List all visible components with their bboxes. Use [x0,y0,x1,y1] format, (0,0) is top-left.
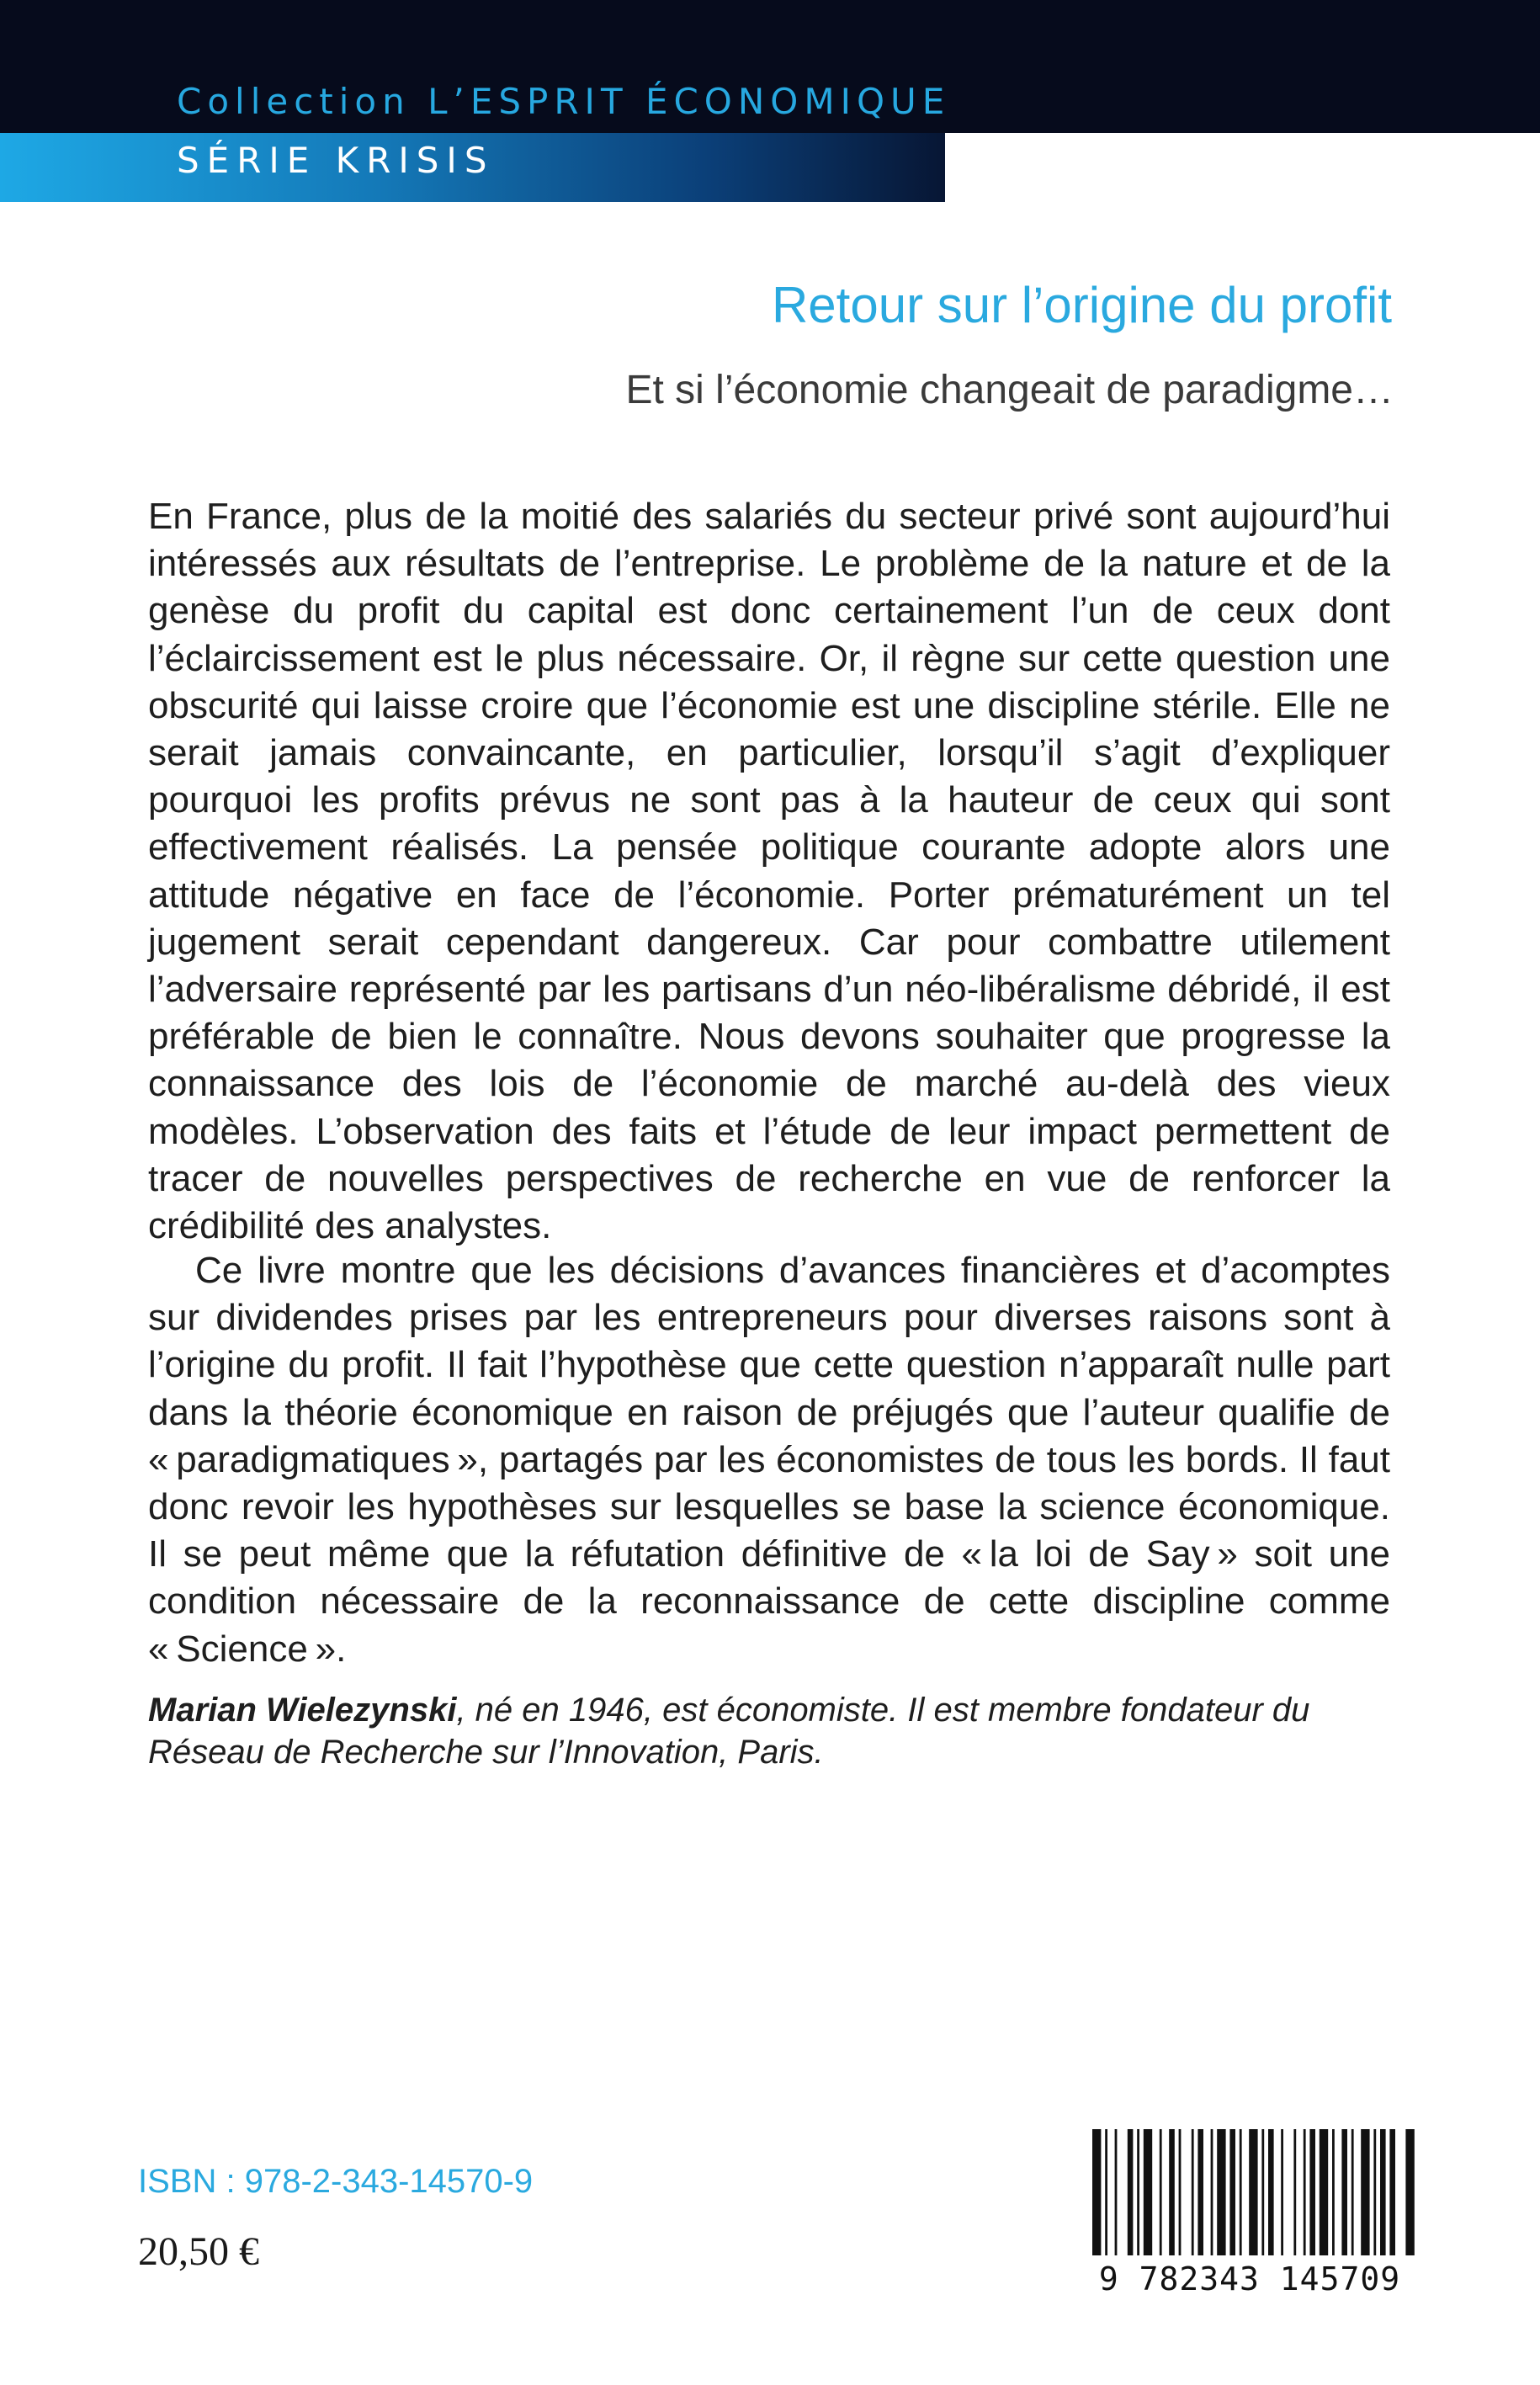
barcode-bar [1373,2129,1376,2255]
barcode-bar [1268,2129,1274,2255]
barcode-bar [1293,2129,1296,2255]
barcode [1081,2129,1419,2306]
barcode-bar [1115,2129,1118,2255]
barcode-digits: 9 782343 145709 [1098,2260,1401,2297]
price: 20,50 € [138,2229,259,2274]
barcode-bar [1332,2129,1335,2255]
barcode-bar [1320,2129,1328,2255]
barcode-bar [1192,2129,1194,2255]
barcode-bar [1137,2129,1139,2255]
book-subtitle: Et si l’économie changeait de paradigme… [625,368,1394,412]
barcode-bar [1281,2129,1283,2255]
barcode-bar [1309,2129,1315,2255]
barcode-bar [1351,2129,1354,2255]
collection-title: Collection L’ESPRIT ÉCONOMIQUE [177,81,951,122]
barcode-bar [1249,2129,1257,2255]
barcode-bar [1304,2129,1306,2255]
barcode-bar [1229,2129,1235,2255]
barcode-bar [1389,2129,1395,2255]
barcode-bars [1081,2129,1419,2255]
barcode-bar [1160,2129,1162,2255]
series-title: SÉRIE KRISIS [177,140,495,181]
isbn: ISBN : 978-2-343-14570-9 [138,2163,534,2200]
book-title: Retour sur l’origine du profit [771,277,1392,333]
barcode-bar [1211,2129,1213,2255]
barcode-bar [1128,2129,1134,2255]
barcode-bar [1179,2129,1182,2255]
barcode-bar [1092,2129,1101,2255]
barcode-bar [1405,2129,1414,2255]
barcode-bar [1361,2129,1369,2255]
barcode-bar [1105,2129,1107,2255]
blurb-paragraph-2: Ce livre montre que les décisions d’avances financières et d’acomptes sur dividendes prises par les entrepreneurs pour diverses raisons sont à l’origine du profit. Il fait l’hypothèse que cette question n’apparaît nulle part dans la théorie économique en raison de préjugés que l’auteur qualifie de « paradigmatiques », partagés par les économistes de tous les bords. Il faut donc revoir les hypothèses sur lesquelles se base la science économique. Il se peut même que la réfutation définitive de « la loi de Say » soit une condition nécessaire de la reconnaissance de cette discipline comme « Science ». [148,1250,1390,1670]
author-name: Marian Wielezynski [148,1692,457,1729]
barcode-bar [1144,2129,1152,2255]
barcode-bar [1261,2129,1264,2255]
blurb-paragraph-1: En France, plus de la moitié des salariés du secteur privé sont aujourd’hui intéressés aux résultats de l’entreprise. Le problème de la nature et de la genèse du profit du capital est donc certainement l’un de ceux dont l’éclaircissement est le plus nécessaire. Or, il règne sur cette question une obscurité qui laisse croire que l’économie est une discipline stérile. Elle ne serait jamais convaincante, en particulier, lorsqu’il s’agit d’expliquer pourquoi les profits prévus ne sont pas à la hauteur de ceux qui sont effectivement réalisés. La pensée politique courante adopte alors une attitude négative en face de l’économie. Porter prématurément un tel jugement serait cependant dangereux. Car pour combattre utilement l’adversaire représenté par les partisans d’un néo-libéralisme débridé, il est préférable de bien le connaître. Nous devons souhaiter que progresse la connaissance des lois de l’économie de marché au-delà des vieux modèles. L’observation des faits et l’étude de leur impact permettent de tracer de nouvelles perspectives de recherche en vue de renforcer la crédibilité des analystes. [148,496,1390,1247]
author-bio [148,1689,1390,1773]
barcode-bar [1240,2129,1242,2255]
barcode-bar [1380,2129,1386,2255]
barcode-bar [1341,2129,1347,2255]
barcode-bar [1169,2129,1175,2255]
barcode-bar [1217,2129,1225,2255]
barcode-bar [1197,2129,1203,2255]
author-bio-text: , né en 1946, est économiste. Il est membre fondateur du Réseau de Recherche sur l’Innovation, Paris. [148,1692,1310,1771]
